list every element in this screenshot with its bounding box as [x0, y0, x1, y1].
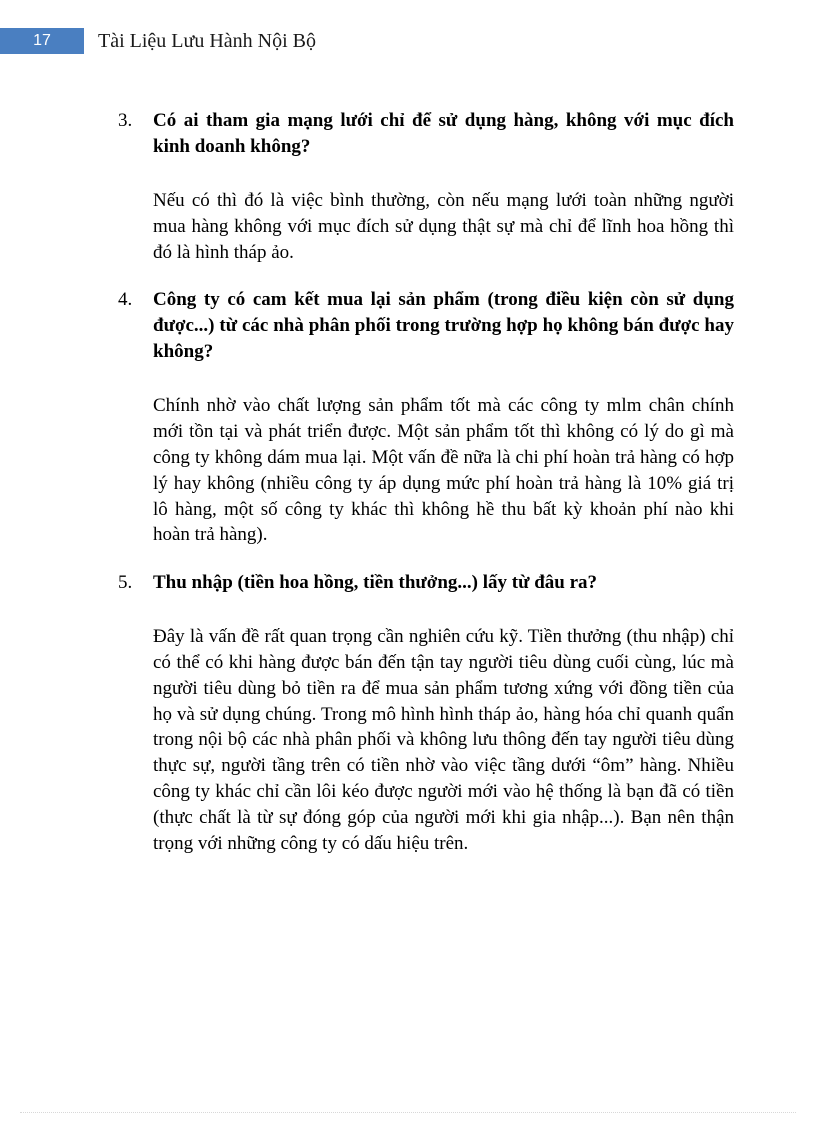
question-row — [118, 287, 734, 365]
question-number: 5. — [118, 572, 133, 594]
page-header — [0, 28, 816, 54]
answer-paragraph: Chính nhờ vào chất lượng sản phẩm tốt mà các công ty mlm chân chính mới tồn tại và phát triển được. Một sản phẩm tốt thì không có lý do gì mà công ty không dám mua lại. Một vấn đề nữa là chi phí hoàn trả hàng có hợp lý hay không (nhiều công ty áp dụng mức phí hoàn trả hàng là 10% giá trị lô hàng, một số công ty khác thì không hề thu bất kỳ khoản phí nào khi hoàn trả hàng). — [153, 395, 734, 546]
question-number: 3. — [118, 110, 133, 131]
question-text: Công ty có cam kết mua lại sản phẩm (trong điều kiện còn sử dụng được...) từ các nhà phân phối trong trường hợp họ không bán được hay không? — [153, 289, 734, 363]
footer-divider — [20, 1112, 796, 1113]
page-number-badge: 17 — [0, 28, 84, 54]
faq-item-5 — [118, 570, 734, 856]
question-row — [118, 108, 734, 160]
question-text: Thu nhập (tiền hoa hồng, tiền thưởng...) lấy từ đâu ra? — [153, 572, 598, 594]
answer-paragraph: Nếu có thì đó là việc bình thường, còn nếu mạng lưới toàn những người mua hàng không với mục đích sử dụng thật sự mà chỉ để lĩnh hoa hồng thì đó là hình tháp ảo. — [153, 190, 734, 263]
question-number: 4. — [118, 289, 133, 311]
faq-item-4 — [118, 287, 734, 548]
answer-paragraph: Đây là vấn đề rất quan trọng cần nghiên cứu kỹ. Tiền thưởng (thu nhập) chỉ có thể có khi hàng được bán đến tận tay người tiêu dùng cuối cùng, lúc mà người tiêu dùng bỏ tiền ra để mua sản phẩm tương xứng với đồng tiền của họ và sử dụng chúng. Trong mô hình hình tháp ảo, hàng hóa chỉ quanh quẩn trong nội bộ các nhà phân phối và không lưu thông đến tay người tiêu dùng thực sự, người tầng trên có tiền nhờ vào việc tầng dưới “ôm” hàng. Nhiều công ty khác chỉ cần lôi kéo được người mới vào hệ thống là bạn đã có tiền (thực chất là từ sự đóng góp của người mới khi gia nhập...). Bạn nên thận trọng với những công ty có dấu hiệu trên. — [153, 626, 734, 854]
faq-item-3 — [118, 108, 734, 265]
question-text: Có ai tham gia mạng lưới chỉ để sử dụng hàng, không với mục đích kinh doanh không? — [153, 110, 734, 157]
question-row — [118, 570, 734, 596]
header-title: Tài Liệu Lưu Hành Nội Bộ — [98, 30, 317, 52]
document-body — [118, 108, 734, 878]
